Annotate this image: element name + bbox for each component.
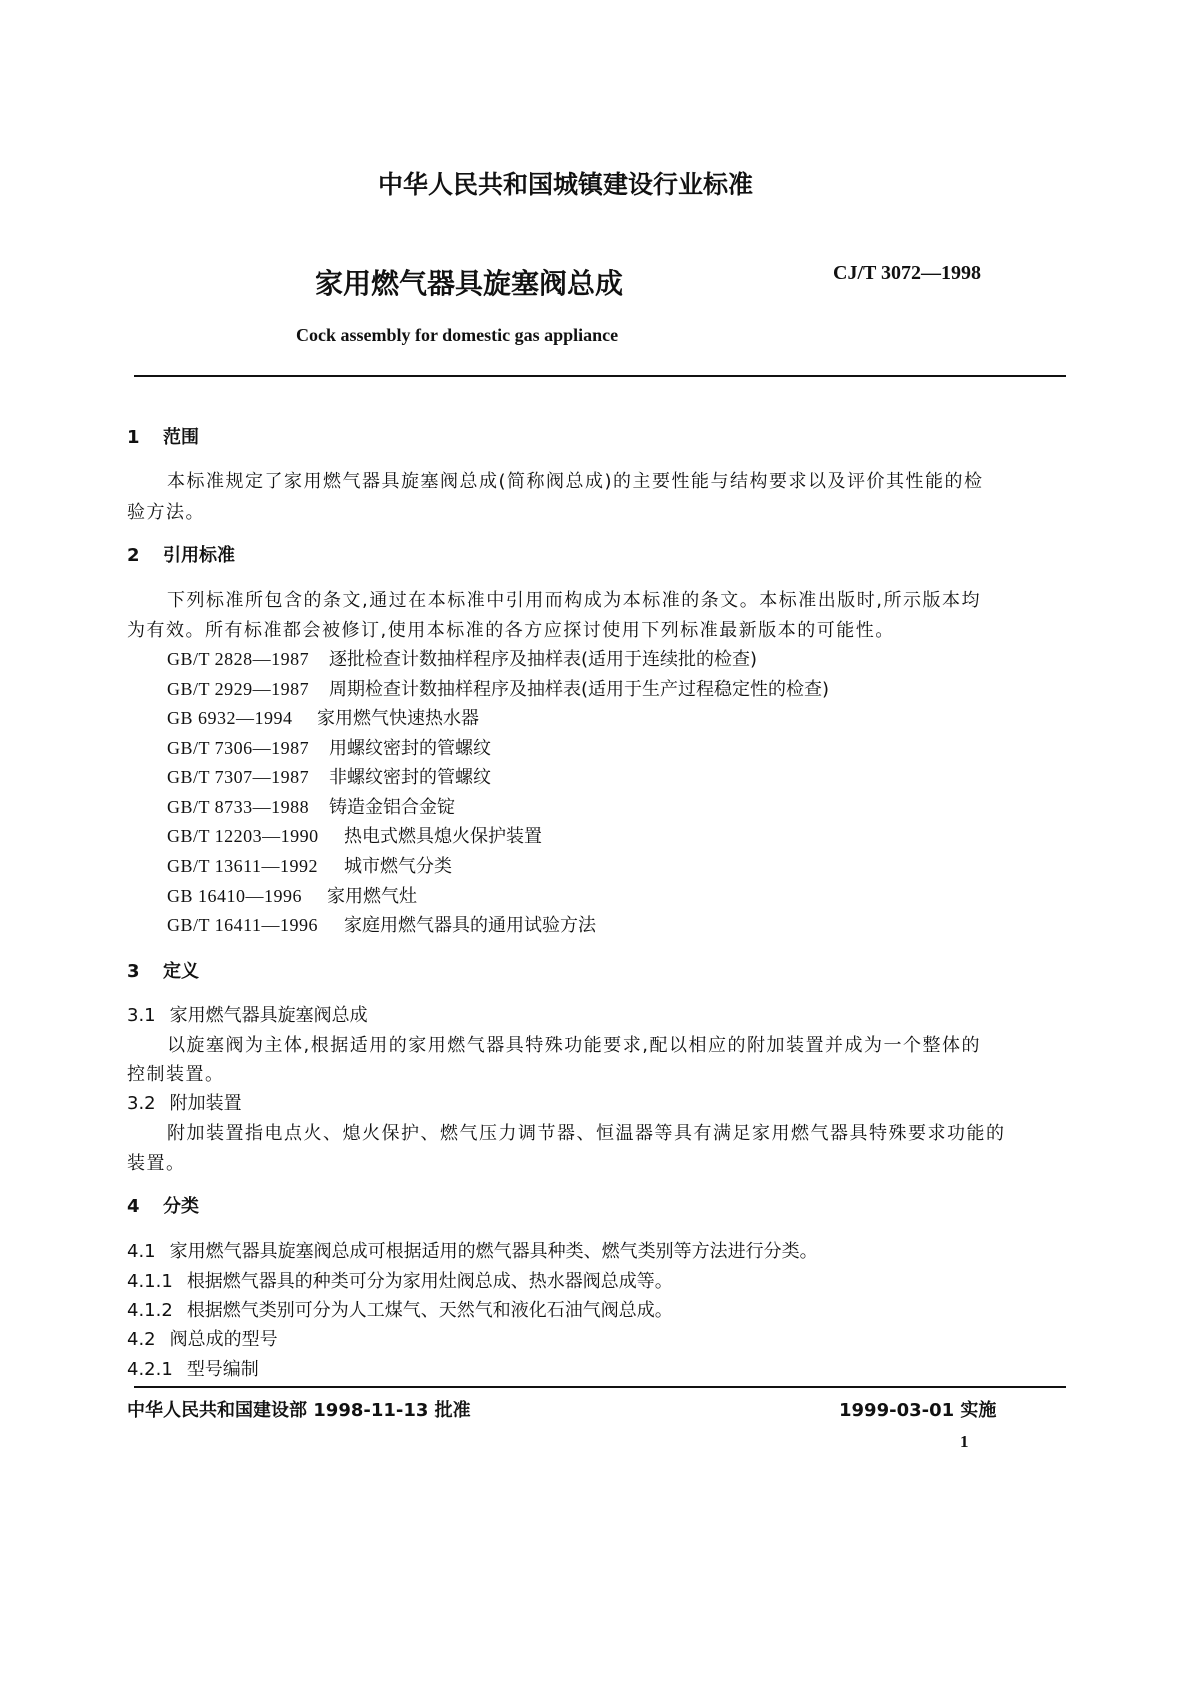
reference-item: GB/T 16411—1996 家庭用燃气器具的通用试验方法 (167, 915, 596, 936)
section-1-heading: 1 范围 (127, 427, 199, 448)
reference-item: GB/T 7307—1987 非螺纹密封的管螺纹 (167, 767, 491, 788)
definition-3-1-line2: 控制装置。 (127, 1064, 225, 1085)
reference-item: GB/T 7306—1987 用螺纹密封的管螺纹 (167, 738, 491, 759)
section-2-para-line1: 下列标准所包含的条文,通过在本标准中引用而构成为本标准的条文。本标准出版时,所示版本均 (167, 590, 981, 611)
reference-item: GB/T 8733—1988 铸造金铝合金锭 (167, 797, 455, 818)
clause-item: 4.1.1 根据燃气器具的种类可分为家用灶阀总成、热水器阀总成等。 (127, 1271, 673, 1292)
standard-code: CJ/T 3072—1998 (833, 262, 981, 284)
section-2-heading: 2 引用标准 (127, 545, 235, 566)
definition-3-2-heading: 3.2 附加装置 (127, 1093, 242, 1114)
standard-title: 家用燃气器具旋塞阀总成 (315, 267, 624, 300)
reference-item: GB/T 2929—1987 周期检查计数抽样程序及抽样表(适用于生产过程稳定性的检查) (167, 679, 830, 700)
definition-3-2-line1: 附加装置指电点火、熄火保护、燃气压力调节器、恒温器等具有满足家用燃气器具特殊要求功能的 (167, 1123, 1006, 1144)
reference-item: GB/T 2828—1987 逐批检查计数抽样程序及抽样表(适用于连续批的检查) (167, 649, 758, 670)
reference-item: GB 6932—1994 家用燃气快速热水器 (167, 708, 479, 729)
approval-date: 中华人民共和国建设部 1998-11-13 批准 (127, 1400, 471, 1421)
clause-item: 4.2.1 型号编制 (127, 1359, 259, 1380)
reference-item: GB/T 13611—1992 城市燃气分类 (167, 856, 452, 877)
reference-item: GB 16410—1996 家用燃气灶 (167, 886, 417, 907)
definition-3-2-line2: 装置。 (127, 1153, 186, 1174)
reference-item: GB/T 12203—1990 热电式燃具熄火保护装置 (167, 826, 542, 847)
header-divider (134, 375, 1066, 377)
clause-item: 4.2 阀总成的型号 (127, 1329, 278, 1350)
issuing-organization: 中华人民共和国城镇建设行业标准 (377, 170, 753, 199)
section-1-para-line1: 本标准规定了家用燃气器具旋塞阀总成(简称阀总成)的主要性能与结构要求以及评价其性能的检 (167, 471, 984, 492)
definition-3-1-heading: 3.1 家用燃气器具旋塞阀总成 (127, 1005, 368, 1026)
english-title: Cock assembly for domestic gas appliance (296, 325, 619, 345)
section-4-heading: 4 分类 (127, 1196, 199, 1217)
section-2-para-line2: 为有效。所有标准都会被修订,使用本标准的各方应探讨使用下列标准最新版本的可能性。 (127, 620, 895, 641)
section-1-para-line2: 验方法。 (127, 502, 205, 523)
section-3-heading: 3 定义 (127, 961, 199, 982)
page-number: 1 (960, 1432, 969, 1451)
footer-divider (134, 1386, 1066, 1388)
definition-3-1-line1: 以旋塞阀为主体,根据适用的家用燃气器具特殊功能要求,配以相应的附加装置并成为一个整体的 (167, 1035, 981, 1056)
clause-item: 4.1 家用燃气器具旋塞阀总成可根据适用的燃气器具种类、燃气类别等方法进行分类。 (127, 1241, 818, 1262)
clause-item: 4.1.2 根据燃气类别可分为人工煤气、天然气和液化石油气阀总成。 (127, 1300, 673, 1321)
effective-date: 1999-03-01 实施 (839, 1400, 997, 1421)
